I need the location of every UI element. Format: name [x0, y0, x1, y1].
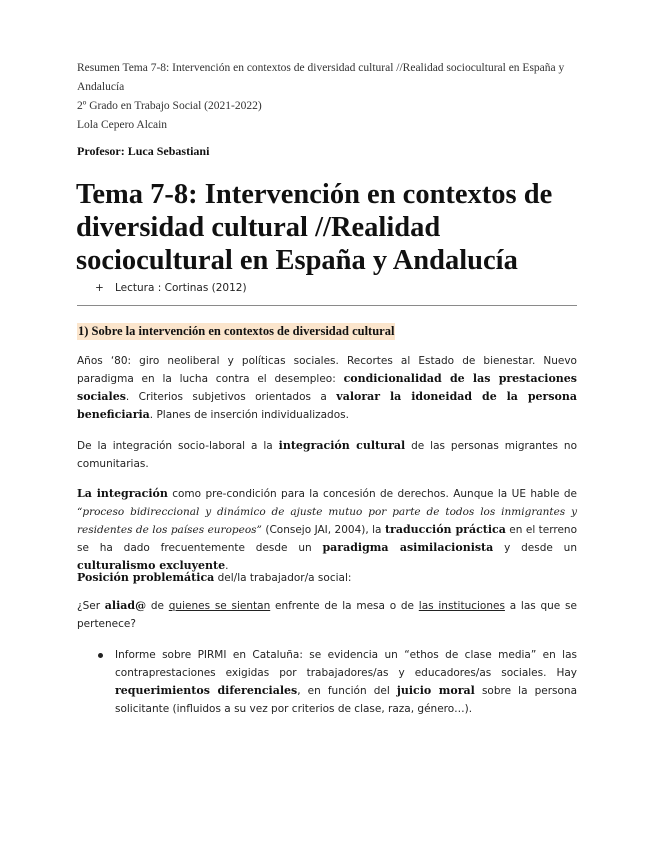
reading-item: [95, 282, 247, 294]
paragraph-neoliberal-turn: Años ‘80: giro neoliberal y políticas sociales. Recortes al Estado de bienestar. Nuevo paradigma en la lucha contra el desempleo: condicionalidad de las prestaciones sociales. Criterios subjetivos orientados a valorar la idoneidad de la persona beneficiaria. Planes de inserción individualizados.: [77, 355, 577, 421]
bullet-dot-icon: [98, 653, 103, 658]
document-header: [77, 59, 577, 135]
header-author: Lola Cepero Alcain: [77, 119, 168, 131]
plus-bullet-icon: +: [95, 282, 104, 294]
list-item-text: Informe sobre PIRMI en Cataluña: se evidencia un “ethos de clase media” en las contraprestaciones exigidas por trabajadores/as y educadores/as sociales. Hay requerimientos diferenciales, en función del juicio moral sobre la persona solicitante (influidos a su vez por criterios de clase, raza, género…).: [115, 649, 578, 715]
header-summary-title: Resumen Tema 7-8: Intervención en contextos de diversidad cultural //Realidad sociocultural en España y Andalucía: [77, 62, 565, 93]
header-course: 2º Grado en Trabajo Social (2021-2022): [77, 100, 262, 112]
professor-line: Profesor: Luca Sebastiani: [77, 144, 210, 158]
paragraph-problematic-position: Posición problemática del/la trabajador/a social:: [77, 571, 352, 584]
reading-text: Lectura : Cortinas (2012): [115, 282, 247, 294]
horizontal-divider: [77, 305, 577, 306]
paragraph-integration-precondition: La integración como pre-condición para la concesión de derechos. Aunque la UE hable de “proceso bidireccional y dinámico de ajuste mutuo por parte de todos los inmigrantes y residentes de los países europeos” (Consejo JAI, 2004), la traducción práctica en el terreno se ha dado frecuentemente desde un paradigma asimilacionista y desde un culturalismo excluyente.: [77, 487, 578, 572]
paragraph-integration: De la integración socio-laboral a la integración cultural de las personas migrantes no comunitarias.: [77, 439, 578, 470]
paragraph-question: ¿Ser aliad@ de quienes se sientan enfrente de la mesa o de las instituciones a las que se pertenece?: [77, 599, 577, 630]
section-heading: 1) Sobre la intervención en contextos de diversidad cultural: [78, 324, 395, 338]
page-title: Tema 7-8: Intervención en contextos de diversidad cultural //Realidad sociocultural en España y Andalucía: [76, 179, 553, 276]
